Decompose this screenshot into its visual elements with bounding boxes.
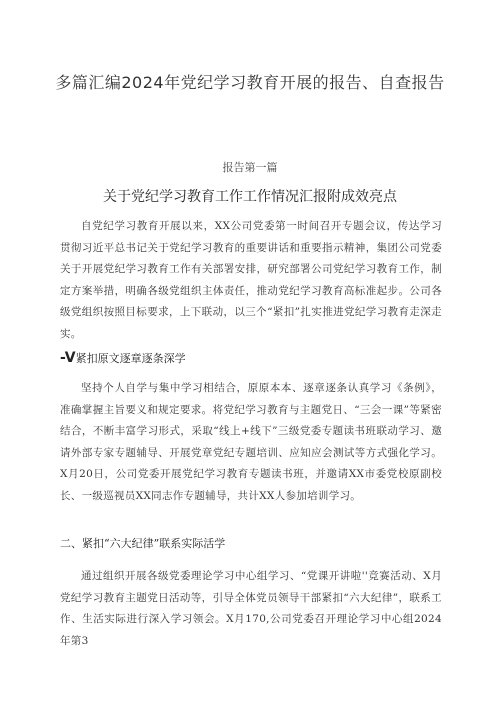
paragraph-discipline: 通过组织开展各级党委理论学习中心组学习、“党课开讲啦''竞赛活动、X月党纪学习教育主题党日活动等，引导全体党员领导干部紧扣“六大纪律”，联系工作、生活实际进行深入学习领会。X月170,公司党委召开理论学习中心组2024年第3: [60, 570, 442, 647]
section-title: 关于党纪学习教育工作工作情况汇报附成效亮点: [103, 189, 397, 205]
heading-1-text: 紧扣原文逐章逐条深学: [75, 352, 186, 365]
section-label: 报告第一篇: [222, 161, 278, 174]
heading-1: [60, 349, 442, 368]
heading-2: 二、紧扣“六大纪律”联系实际活学: [60, 537, 226, 550]
heading-1-mark: -V: [60, 350, 76, 366]
paragraph-intro: 自党纪学习教育开展以来，XX公司党委第一时间召开专题会议，传达学习贯彻习近平总书记关于党纪学习教育的重要讲话和重要指示精神，集团公司党委关于开展党纪学习教育工作有关部署安排，研究部署公司党纪学习教育工作，制定方案举措，明确各级党组织主体责任，推动党纪学习教育高标准起步。公司各级党组织按照目标要求，上下联动，以三个“紧扣”扎实推进党纪学习教育走深走实。: [60, 220, 442, 340]
paragraph-study: 坚持个人自学与集中学习相结合，原原本本、逐章逐条认真学习《条例》，准确掌握主旨要义和规定要求。将党纪学习教育与主题党日、“三会一课”等紧密结合，不断丰富学习形式，采取“线上+线下”三级党委专题读书班联动学习、邀请外部专家专题辅导、开展党章党纪专题培训、应知应会测试等方式强化学习。X月20日，公司党委开展党纪学习教育专题读书班，并邀请XX市委党校原副校长、一级巡视员XX同志作专题辅导，共计XX人参加培训学习。: [60, 382, 442, 502]
document-title: 多篇汇编2024年党纪学习教育开展的报告、自查报告: [55, 73, 445, 92]
